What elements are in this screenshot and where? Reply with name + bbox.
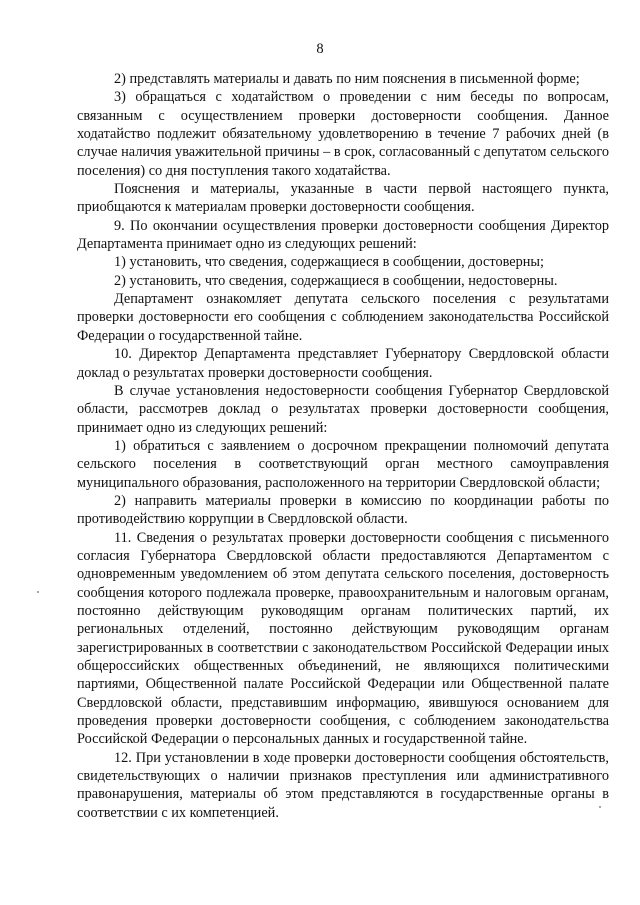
paragraph-decision-2: 2) установить, что сведения, содержащиеся в сообщении, недостоверны. xyxy=(114,272,558,289)
paragraph-section-11: 11. Сведения о результатах проверки достоверности сообщения с письменного согласия Губернатора Свердловской области предоставляются Департаментом с одновременным уведомлением об этом депутата сельского поселения, достоверность сообщения которого подлежала проверке, правоохранительным и налоговым органам, постоянно действующим руководящим органам политических партий, их региональных отделений, постоянно действующим руководящим органам зарегистрированных в соответствии с законодательством Российской Федерации иных общероссийских общественных объединений, не являющихся политическими партиями, Общественной палате Российской Федерации или Общественной палате Свердловской области, представившим информацию, явившуюся основанием для проведения проверки достоверности сообщения, с соблюдением законодательства Российской Федерации о персональных данных и государственной тайне. xyxy=(77,529,609,748)
paragraph-item-3: 3) обращаться с ходатайством о проведении с ним беседы по вопросам, связанным с осуществлением проверки достоверности сообщения. Данное ходатайство подлежит обязательному удовлетворению в течение 7 рабочих дней (в случае наличия уважительной причины – в срок, согласованный с депутатом сельского поселения) со дня поступления такого ходатайства. xyxy=(77,89,609,179)
document-body xyxy=(77,70,609,822)
paragraph-decision-1: 1) установить, что сведения, содержащиеся в сообщении, достоверны; xyxy=(114,254,545,271)
paragraph-section-12: 12. При установлении в ходе проверки достоверности сообщения обстоятельств, свидетельствующих о наличии признаков преступления или административного правонарушения, материалы об этом представляются в государственные органы в соответствии с их компетенцией. xyxy=(77,749,609,821)
scan-speck xyxy=(599,806,601,808)
scan-speck xyxy=(37,591,39,593)
paragraph-governor-decision-1: 1) обратиться с заявлением о досрочном прекращении полномочий депутата сельского поселения в соответствующий орган местного самоуправления муниципального образования, расположенного на территории Свердловской области; xyxy=(77,437,609,491)
paragraph-explanations: Пояснения и материалы, указанные в части первой настоящего пункта, приобщаются к материалам проверки достоверности сообщения. xyxy=(77,181,609,216)
paragraph-invalid-case: В случае установления недостоверности сообщения Губернатор Свердловской области, рассмотрев доклад о результатах проверки достоверности сообщения, принимает одно из следующих решений: xyxy=(77,382,609,436)
paragraph-section-9: 9. По окончании осуществления проверки достоверности сообщения Директор Департамента принимает одно из следующих решений: xyxy=(77,217,609,253)
paragraph-section-10: 10. Директор Департамента представляет Губернатору Свердловской области доклад о результатах проверки достоверности сообщения. xyxy=(77,346,609,381)
paragraph-governor-decision-2: 2) направить материалы проверки в комиссию по координации работы по противодействию коррупции в Свердловской области. xyxy=(77,492,609,528)
page-number: 8 xyxy=(316,41,324,57)
paragraph-department-notice: Департамент ознакомляет депутата сельского поселения с результатами проверки достоверности его сообщения с соблюдением законодательства Российской Федерации о государственной тайне. xyxy=(77,291,609,344)
paragraph-item-2: 2) представлять материалы и давать по ним пояснения в письменной форме; xyxy=(114,71,580,87)
